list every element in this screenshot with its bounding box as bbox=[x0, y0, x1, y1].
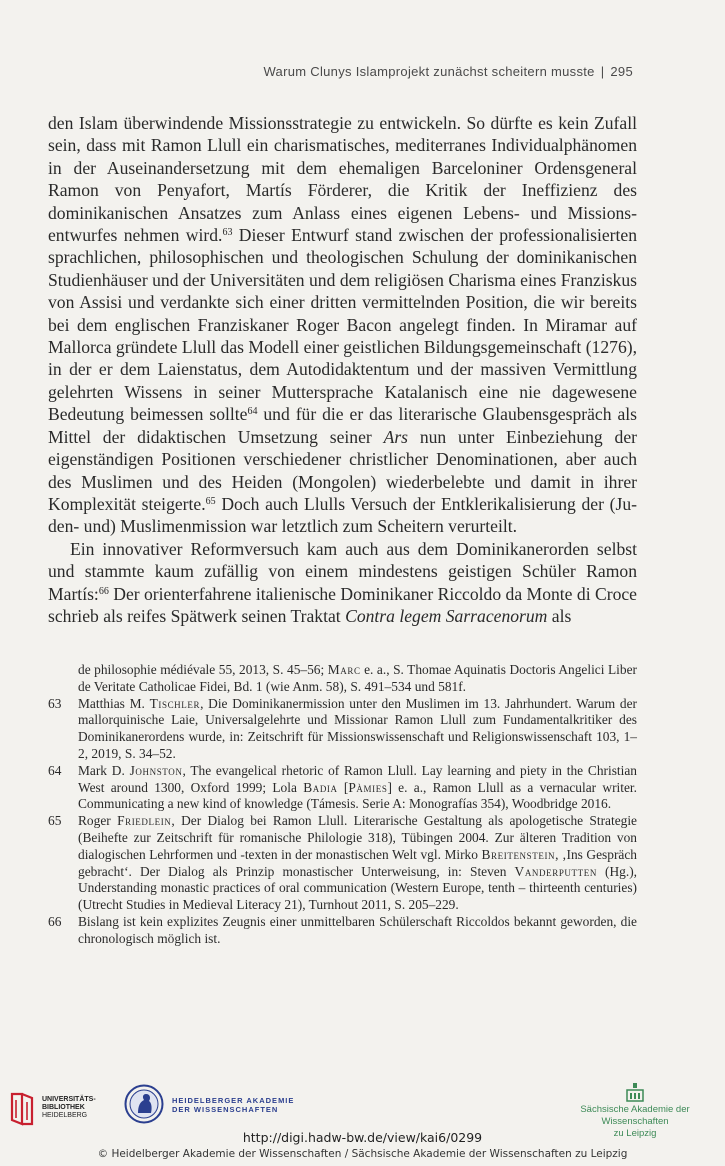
footnote-number: 66 bbox=[48, 913, 62, 929]
author-name: Vanderputten bbox=[514, 863, 597, 879]
footnote-ref-66[interactable]: 66 bbox=[98, 585, 109, 597]
text-run: , Die Dominikanermission unter den Muslimen im 13. Jahrhundert. Warum der mallorquinische Laie, Universalgelehrte und Missionar Ramon Llull zum Fundamentalkritiker des Dominikanerordens wurde, in: Zeitschrift für Missionswissenschaft und Religionswissenschaft 103, 1–2, 2019, S. 34–52. bbox=[78, 695, 637, 761]
title-contra-legem: Contra legem Sarracenorum bbox=[345, 605, 548, 626]
footnote-number: 63 bbox=[48, 695, 62, 711]
footnote-continuation bbox=[48, 662, 637, 696]
text-run: und für die er das literarische Glaubensgespräch als Mittel der didaktischen Umsetzung seiner bbox=[48, 404, 637, 447]
text-run: , Der Dialog bei Ramon Llull. Literarische Gestaltung als apologetische Strategie (Beihefte zur Zeitschrift für romanische Philologie 318), Tübingen 2004. Zur älteren Tradition von dialogischen Lehrformen und -texten in der monastischen Welt vgl. Mirko bbox=[78, 813, 638, 862]
footnote-number: 64 bbox=[48, 762, 62, 778]
footnote-number: 65 bbox=[48, 813, 62, 829]
ub-line-1: UNIVERSITÄTS- bbox=[42, 1096, 96, 1103]
text-run: Der orienterfahrene italienische Dominikaner Riccoldo da Monte di Croce schrieb als reifes Spätwerk seinen Traktat bbox=[48, 583, 637, 626]
text-run: Bislang ist kein explizites Zeugnis einer unmittelbaren Schülerschaft Riccoldos bekannt geworden, die chronologisch möglich ist. bbox=[78, 913, 637, 946]
main-text bbox=[48, 112, 637, 627]
running-title: Warum Clunys Islamprojekt zunächst scheitern musste bbox=[263, 64, 595, 79]
footnotes bbox=[48, 662, 637, 948]
footnote-65 bbox=[48, 813, 637, 914]
copyright-notice: © Heidelberger Akademie der Wissenschaften / Sächsische Akademie der Wissenschaften zu Leipzig bbox=[97, 1148, 628, 1160]
ub-heidelberg-logo[interactable] bbox=[8, 1088, 108, 1132]
hdw-seal-icon bbox=[124, 1084, 164, 1124]
hdw-logo[interactable] bbox=[124, 1084, 324, 1128]
paragraph-2 bbox=[48, 538, 637, 628]
text-run: Ein innovativer Reformversuch kam auch aus dem Dominikanerorden selbst und stammte kaum zufällig von einem mindestens geistigen Schüler Ramon Martís: bbox=[48, 538, 637, 604]
text-run: [ bbox=[337, 779, 349, 795]
permalink-url[interactable]: http://digi.hadw-bw.de/view/kai6/0299 bbox=[242, 1130, 483, 1145]
title-ars: Ars bbox=[383, 426, 409, 447]
saw-line-2: zu Leipzig bbox=[613, 1128, 657, 1139]
text-run: Mark D. bbox=[78, 762, 130, 778]
text-run: e. a., S. Thomae Aquinatis Doctoris Angelici Liber de Veritate Catholicae Fidei, Bd. 1 (wie Anm. 58), S. 491–534 und 581f. bbox=[78, 662, 637, 694]
ub-heidelberg-wordmark bbox=[42, 1096, 96, 1120]
saw-line-1: Sächsische Akademie der Wissenschaften bbox=[580, 1104, 690, 1127]
page-number: 295 bbox=[610, 64, 633, 79]
text-run: (Hg.), Understanding monastic practices of oral communication (Western Europe, tenth – thirteenth centuries) (Utrecht Studies in Medieval Literacy 21), Turnhout 2011, S. 205–229. bbox=[78, 863, 637, 913]
footnote-66 bbox=[48, 914, 637, 948]
hdw-wordmark bbox=[172, 1096, 294, 1114]
text-run: , ‚Ins Gespräch gebracht‘. Der Dialog als Prinzip monastischer Unterweisung, in: Steven bbox=[78, 846, 637, 879]
text-run: Doch auch Llulls Versuch der Entklerikalisierung der (Juden- und) Muslimenmission war letztlich zum Scheitern verurteilt. bbox=[48, 493, 638, 537]
text-run: ] e. a., Ramon Llull as a vernacular writer. Communicating a new kind of knowledge (Támesis. Serie A: Monografías 354), Woodbridge 2016. bbox=[78, 779, 637, 812]
text-run: Roger bbox=[78, 813, 118, 829]
text-run: nun unter Einbeziehung der eigenständigen Positionen verschiedener christlicher Denominationen, aber auch des Muslimen und des Heiden (Mongolen) wiederbelebte und damit in ihrer Komplexität steigerte. bbox=[48, 426, 637, 514]
author-name: Friedlein bbox=[117, 813, 172, 829]
author-name: Tischler bbox=[149, 695, 201, 711]
footnote-ref-65[interactable]: 65 bbox=[205, 495, 216, 507]
hdw-line-2: DER WISSENSCHAFTEN bbox=[172, 1105, 279, 1114]
author-name: Johnston bbox=[129, 762, 183, 778]
paragraph-1 bbox=[48, 112, 637, 538]
footnote-63 bbox=[48, 696, 637, 763]
text-run: Dieser Entwurf stand zwischen der professionalisierten sprachlichen, philosophischen und theologischen Schulung der dominikanischen Studienhäuser und der Universitäten und dem religiösen Charisma eines Franziskus von Assisi und verdankte sich einer dritten vermittelnden Position, die wir bereits bei dem englischen Franziskaner Roger Bacon angelegt finden. In Miramar auf Mallorca gründete Llull das Modell einer geistlichen Bildungsgemeinschaft (1276), in der er dem Laienstatus, dem Autodidaktentum und der massiven Vermittlung gelehrten Wissens in seiner Muttersprache Katalanisch eine nie dagewesene Bedeutung beimessen sollte bbox=[48, 225, 637, 425]
author-name: Badia bbox=[303, 779, 338, 795]
saw-leipzig-emblem-icon bbox=[625, 1082, 645, 1102]
ub-line-2: BIBLIOTHEK bbox=[42, 1104, 85, 1111]
footnote-ref-63[interactable]: 63 bbox=[222, 227, 233, 239]
author-name: Breitenstein bbox=[481, 846, 556, 862]
text-run: Matthias M. bbox=[78, 695, 150, 711]
hdw-line-1: HEIDELBERGER AKADEMIE bbox=[172, 1096, 295, 1105]
text-run: als bbox=[547, 605, 572, 626]
ub-line-3: HEIDELBERG bbox=[42, 1112, 88, 1119]
text-run: den Islam überwindende Missionsstrategie zu entwickeln. So dürfte es kein Zufall sein, dass mit Ramon Llull ein charismatisches, mediterranes Individualphänomen in der Auseinandersetzung mit dem ehemaligen Barceloniner Ordensgeneral Ramon von Penyafort, Martís Förderer, die Kritik der Ineffizienz des dominikanischen Ansatzes zum Anlass eines eigenen Lebens- und Missionsentwurfes nehmen wird. bbox=[48, 113, 637, 246]
text-run: , The evangelical rhetoric of Ramon Llull. Lay learning and piety in the Christian West around 1300, Oxford 1999; Lola bbox=[78, 762, 638, 795]
author-name: Pàmies bbox=[348, 779, 388, 795]
author-name: Marc bbox=[327, 662, 361, 677]
text-run: de philosophie médiévale 55, 2013, S. 45–56; bbox=[78, 662, 328, 677]
ub-heidelberg-logo-icon bbox=[8, 1090, 38, 1128]
running-head bbox=[120, 64, 633, 79]
footnote-64 bbox=[48, 763, 637, 813]
header-separator: | bbox=[600, 64, 605, 79]
footnote-ref-64[interactable]: 64 bbox=[247, 406, 258, 418]
